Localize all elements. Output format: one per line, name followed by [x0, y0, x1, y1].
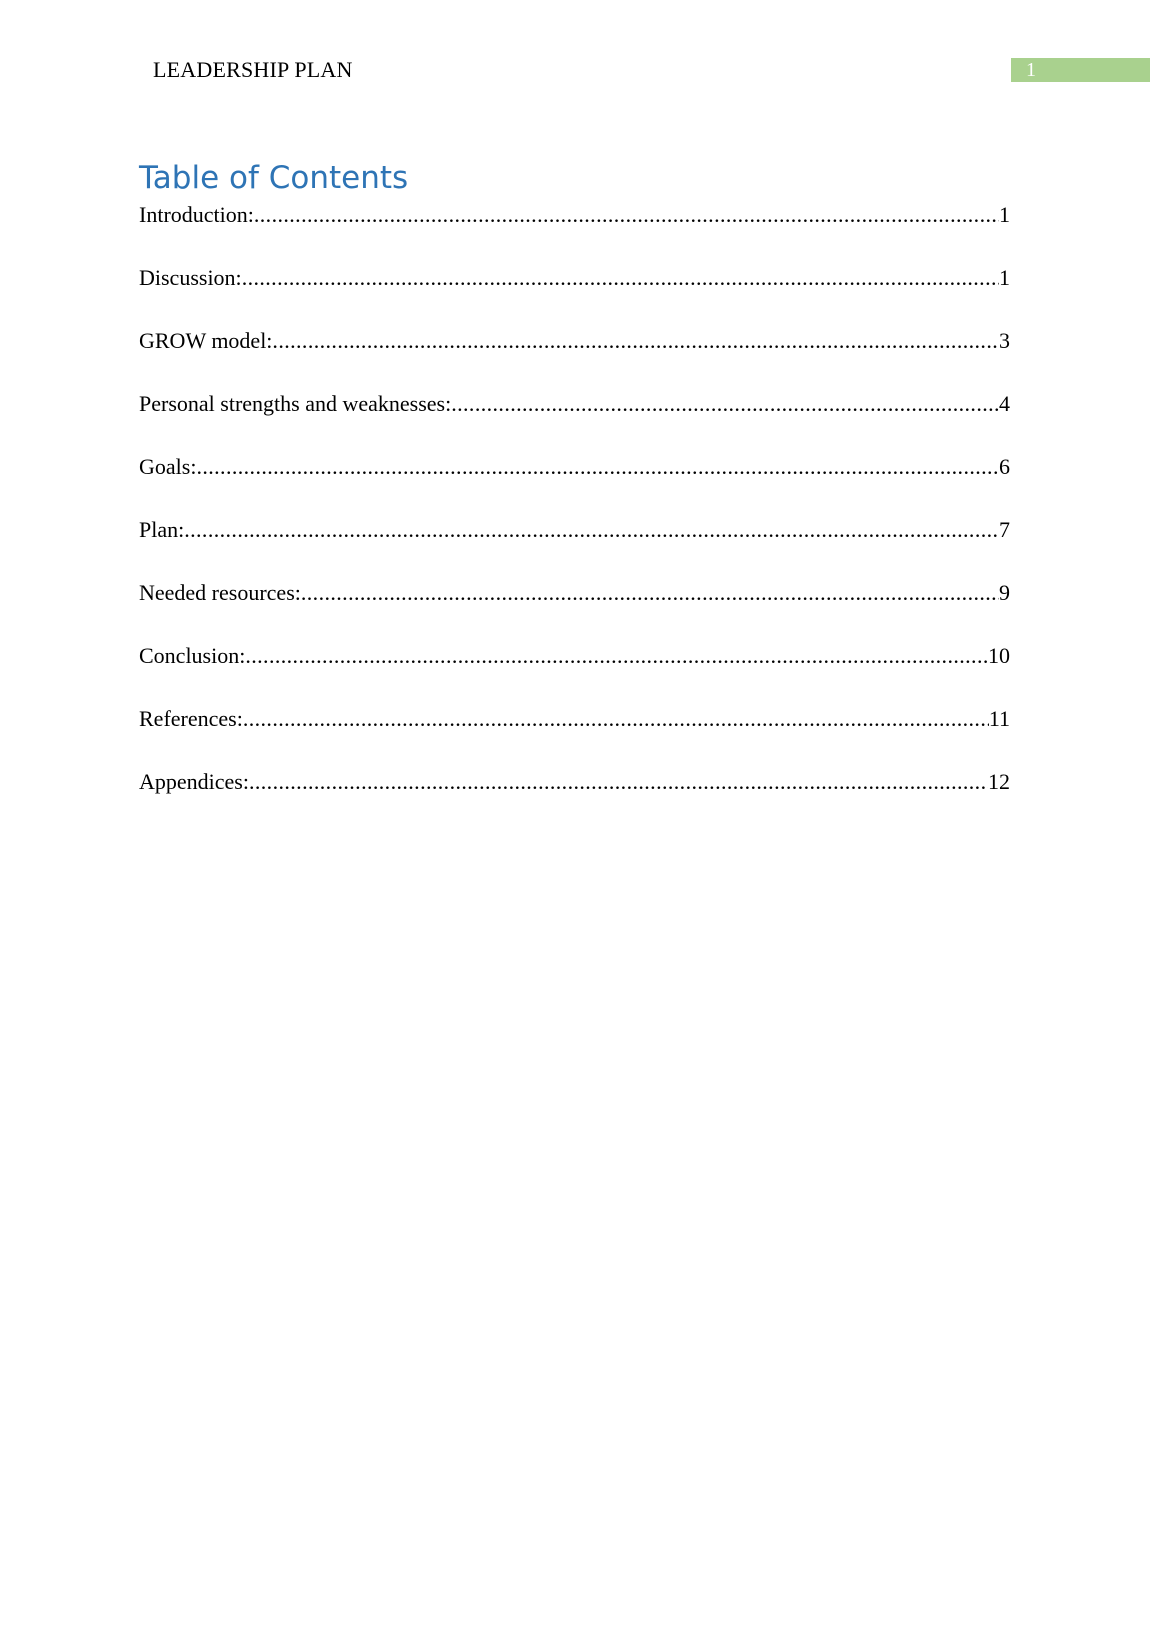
toc-entry-grow-model[interactable]: [139, 327, 1010, 390]
toc-entry-conclusion[interactable]: [139, 642, 1010, 705]
toc-entry-page: 6: [999, 454, 1010, 479]
toc-entry-page: 9: [999, 580, 1010, 605]
toc-entry-label: References:: [139, 706, 243, 731]
toc-entry-label: Plan:: [139, 517, 185, 542]
toc-dot-leader: [196, 453, 999, 481]
toc-entry-discussion[interactable]: [139, 264, 1010, 327]
toc-entry-label: Conclusion:: [139, 643, 246, 668]
toc-heading: Table of Contents: [139, 160, 409, 196]
toc-entry-label: Needed resources:: [139, 580, 301, 605]
toc-dot-leader: [301, 579, 999, 607]
table-of-contents: [139, 201, 1010, 831]
toc-entry-label: Appendices:: [139, 769, 249, 794]
toc-entry-page: 11: [988, 706, 1010, 731]
toc-dot-leader: [245, 642, 988, 670]
running-header-title: LEADERSHIP PLAN: [153, 57, 353, 82]
toc-dot-leader: [272, 327, 999, 355]
toc-entry-plan[interactable]: [139, 516, 1010, 579]
toc-entry-needed-resources[interactable]: [139, 579, 1010, 642]
page-number: 1: [1026, 59, 1036, 81]
toc-entry-strengths-weaknesses[interactable]: [139, 390, 1010, 453]
toc-entry-page: 12: [988, 769, 1010, 794]
toc-entry-page: 7: [999, 517, 1010, 542]
toc-entry-label: GROW model:: [139, 328, 273, 353]
toc-entry-label: Goals:: [139, 454, 197, 479]
toc-entry-page: 10: [988, 643, 1010, 668]
toc-entry-page: 3: [999, 328, 1010, 353]
toc-entry-page: 1: [999, 202, 1010, 227]
page-number-badge: [1011, 58, 1150, 82]
toc-entry-label: Discussion:: [139, 265, 242, 290]
toc-entry-label: Personal strengths and weaknesses:: [139, 391, 452, 416]
toc-entry-page: 4: [999, 391, 1010, 416]
toc-entry-introduction[interactable]: [139, 201, 1010, 264]
toc-entry-goals[interactable]: [139, 453, 1010, 516]
toc-entry-label: Introduction:: [139, 202, 254, 227]
toc-entry-references[interactable]: [139, 705, 1010, 768]
toc-dot-leader: [243, 705, 989, 733]
toc-dot-leader: [242, 264, 999, 292]
toc-dot-leader: [451, 390, 999, 418]
toc-dot-leader: [249, 768, 988, 796]
toc-dot-leader: [184, 516, 999, 544]
toc-entry-page: 1: [999, 265, 1010, 290]
toc-dot-leader: [254, 201, 999, 229]
toc-entry-appendices[interactable]: [139, 768, 1010, 831]
